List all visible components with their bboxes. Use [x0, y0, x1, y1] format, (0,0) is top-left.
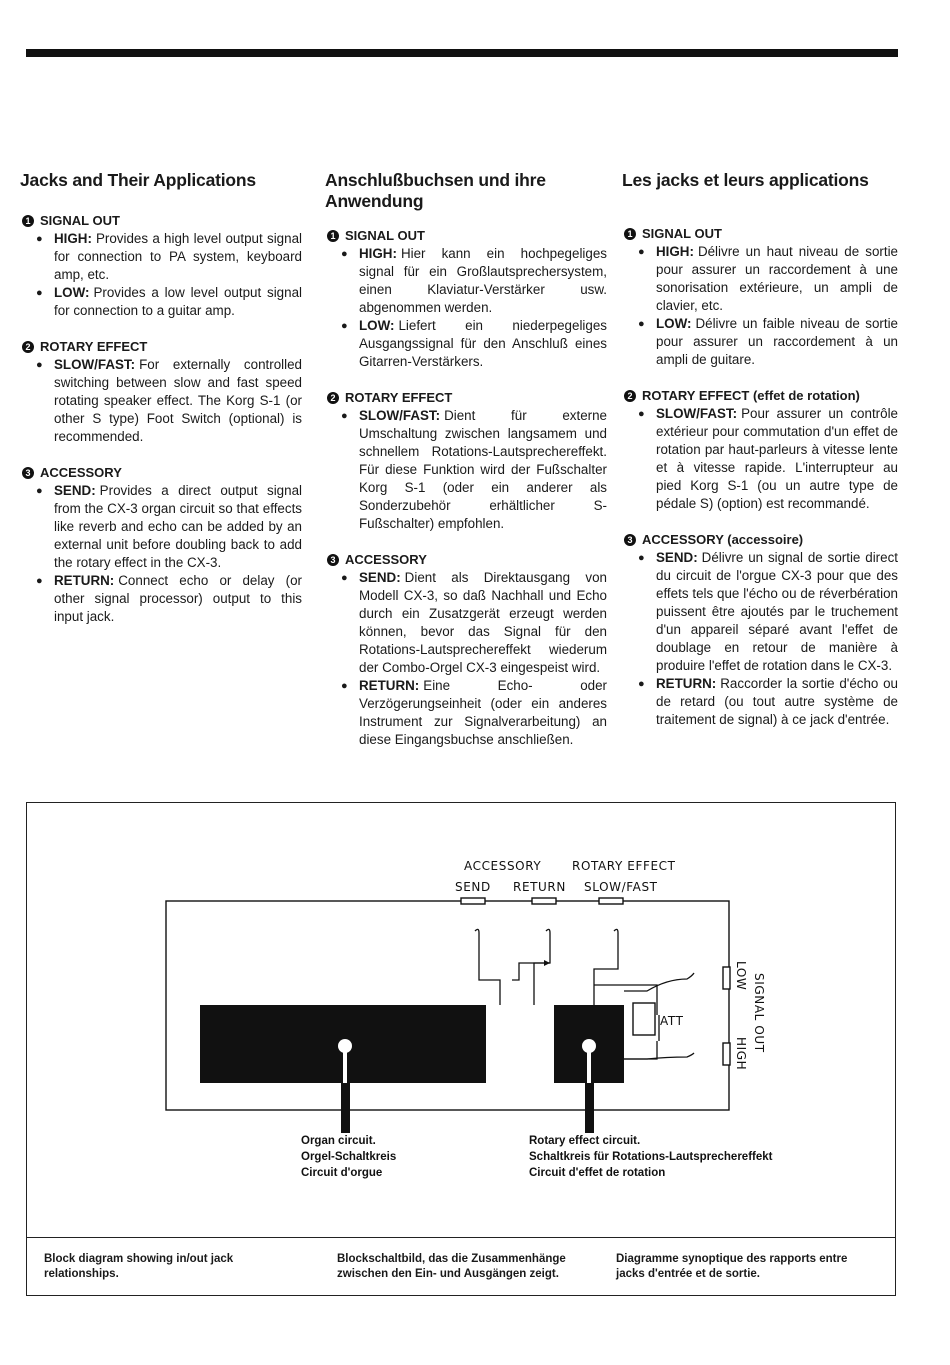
column-title: Jacks and Their Applications — [20, 170, 256, 190]
item-text: Provides a low level output signal for connection to a guitar amp. — [54, 285, 302, 318]
number-3-icon: 3 — [327, 554, 339, 566]
rotary-circuit-stem — [587, 1048, 591, 1083]
item-term: SLOW/FAST: — [359, 408, 441, 423]
organ-circuit-label-en: Organ circuit. — [301, 1135, 376, 1147]
att-resistor-icon — [633, 1003, 655, 1035]
rotary-effect-label: ROTARY EFFECT — [572, 859, 676, 873]
number-2-icon: 2 — [327, 392, 339, 404]
list-item — [36, 482, 302, 572]
item-term: RETURN: — [359, 678, 420, 693]
return-label: RETURN — [513, 880, 566, 894]
organ-circuit-stem — [343, 1048, 347, 1083]
section-accessory — [622, 531, 898, 729]
bullet-icon: ● — [638, 678, 645, 690]
signal-out-label: SIGNAL OUT — [752, 973, 766, 1053]
bullet-icon: ● — [36, 575, 43, 587]
block-diagram-figure — [26, 802, 896, 1296]
list-item — [36, 230, 302, 284]
number-3-icon: 3 — [22, 467, 34, 479]
top-rule — [26, 49, 898, 57]
bullet-icon: ● — [36, 287, 43, 299]
item-text: Liefert ein niederpegeliges Ausgangssignal für den Anschluß eines Gitarren-Verstärkers. — [359, 318, 607, 369]
return-jack-icon — [532, 898, 556, 904]
item-text: Pour assurer un contrôle extérieur pour commutation d'un effet de rotation par haut-parleurs à vitesse lente et à vitesse rapide. L'interrupteur au pied Korg S-1 (ou un autre type de pédale S) (option) est recommandé. — [656, 406, 898, 511]
bullet-icon: ● — [638, 408, 645, 420]
send-jack-icon — [461, 898, 485, 904]
number-3-icon: 3 — [624, 534, 636, 546]
number-1-icon: 1 — [624, 228, 636, 240]
section-rotary-effect — [325, 389, 607, 533]
list-item — [36, 284, 302, 320]
high-jack-icon — [723, 1043, 730, 1065]
bullet-icon: ● — [36, 485, 43, 497]
number-2-icon: 2 — [22, 341, 34, 353]
section-signal-out — [20, 212, 302, 320]
bullet-icon: ● — [341, 680, 348, 692]
organ-circuit-label-fr: Circuit d'orgue — [301, 1167, 383, 1179]
bullet-icon: ● — [341, 320, 348, 332]
slow-fast-jack-icon — [599, 898, 623, 904]
item-text: For externally controlled switching between slow and fast speed rotating speaker effect. The Korg S-1 (or other S type) Foot Switch (optional) is recommended. — [54, 357, 302, 444]
section-title: ROTARY EFFECT (effet de rotation) — [642, 388, 860, 403]
item-text: Eine Echo- oder Verzögerungseinheit (oder ein anderes Instrument zur Signalverarbeitung) an diese Eingangsbuchse anschließen. — [359, 678, 607, 747]
section-title: ACCESSORY — [40, 465, 122, 480]
section-accessory — [325, 551, 607, 749]
low-label: LOW — [734, 961, 748, 991]
section-signal-out — [622, 225, 898, 369]
section-rotary-effect — [622, 387, 898, 513]
caption-french: Diagramme synoptique des rapports entre jacks d'entrée et de sortie. — [616, 1253, 848, 1280]
number-1-icon: 1 — [327, 230, 339, 242]
caption-divider — [27, 1237, 895, 1238]
list-item — [341, 245, 607, 317]
caption-english: Block diagram showing in/out jack relationships. — [44, 1253, 234, 1280]
list-item — [36, 356, 302, 446]
list-item — [638, 549, 898, 675]
number-1-icon: 1 — [22, 215, 34, 227]
item-text: Connect echo or delay (or other signal processor) output to this input jack. — [54, 573, 302, 624]
return-arrow-icon — [544, 960, 550, 966]
organ-circuit-label-de: Orgel-Schaltkreis — [301, 1151, 397, 1163]
rotary-circuit-label-de: Schaltkreis für Rotations-Lautsprechereffekt — [529, 1151, 773, 1163]
column-title: Anschlußbuchsen und ihre Anwendung — [325, 170, 546, 211]
slow-fast-label: SLOW/FAST — [584, 880, 658, 894]
item-text: Délivre un haut niveau de sortie pour assurer un raccordement à une sonorisation extérieure, un ampli de clavier, etc. — [656, 244, 898, 313]
item-term: HIGH: — [359, 246, 397, 261]
section-title: ACCESSORY — [345, 552, 427, 567]
list-item — [638, 405, 898, 513]
list-item — [638, 315, 898, 369]
item-term: SEND: — [54, 483, 96, 498]
bullet-icon: ● — [36, 233, 43, 245]
column-title: Les jacks et leurs applications — [622, 170, 869, 190]
item-term: SLOW/FAST: — [656, 406, 738, 421]
section-rotary-effect — [20, 338, 302, 446]
bullet-icon: ● — [638, 552, 645, 564]
item-term: LOW: — [54, 285, 90, 300]
list-item — [341, 407, 607, 533]
list-item — [638, 675, 898, 729]
send-label: SEND — [455, 880, 491, 894]
item-term: SLOW/FAST: — [54, 357, 136, 372]
list-item — [341, 569, 607, 677]
item-term: HIGH: — [54, 231, 92, 246]
section-title: SIGNAL OUT — [40, 213, 120, 228]
item-text: Dient für externe Umschaltung zwischen langsamem und schnellem Rotations-Lautsprechereffekt. Für diese Funktion wird der Fußschalter Korg S-1 (oder ein anderer als Sonderzubehör erhältlicher S-Fußschalter) empfohlen. — [359, 408, 607, 531]
item-text: Provides a direct output signal from the CX-3 organ circuit so that effects like reverb and echo can be added by an external unit before doubling back to add the rotary effect in the CX-3. — [54, 483, 302, 570]
bullet-icon: ● — [341, 248, 348, 260]
section-title: SIGNAL OUT — [642, 226, 722, 241]
item-text: Provides a high level output signal for connection to PA system, keyboard amp, etc. — [54, 231, 302, 282]
item-term: RETURN: — [656, 676, 717, 691]
low-jack-icon — [723, 967, 730, 989]
caption-german: Blockschaltbild, das die Zusammenhänge zwischen den Ein- und Ausgängen zeigt. — [337, 1253, 566, 1280]
item-term: RETURN: — [54, 573, 115, 588]
item-term: LOW: — [656, 316, 692, 331]
high-label: HIGH — [734, 1037, 748, 1071]
list-item — [341, 317, 607, 371]
item-term: SEND: — [359, 570, 401, 585]
list-item — [638, 243, 898, 315]
section-title: ROTARY EFFECT — [345, 390, 453, 405]
list-item — [341, 677, 607, 749]
att-label: ATT — [660, 1014, 684, 1028]
item-text: Délivre un faible niveau de sortie pour assurer un raccordement à un ampli de guitare. — [656, 316, 898, 367]
bullet-icon: ● — [36, 359, 43, 371]
rotary-circuit-label-fr: Circuit d'effet de rotation — [529, 1167, 666, 1179]
section-title: ROTARY EFFECT — [40, 339, 148, 354]
rotary-circuit-label-en: Rotary effect circuit. — [529, 1135, 641, 1147]
column-english — [20, 170, 302, 626]
bullet-icon: ● — [341, 410, 348, 422]
number-2-icon: 2 — [624, 390, 636, 402]
item-text: Raccorder la sortie d'écho ou de retard (ou tout autre système de traitement de signal) à ce jack d'entrée. — [656, 676, 898, 727]
bullet-icon: ● — [341, 572, 348, 584]
column-german — [325, 170, 607, 749]
section-signal-out — [325, 227, 607, 371]
section-title: SIGNAL OUT — [345, 228, 425, 243]
item-text: Hier kann ein hochpegeliges signal für ein Großlautsprechersystem, einen Klaviatur-Verstärker usw. abgenommen werden. — [359, 246, 607, 315]
item-text: Dient als Direktausgang von Modell CX-3, so daß Nachhall und Echo durch ein Zusatzgerät erzeugt werden können, bevor das Signal für den Rotations-Lautsprechereffekt wiederum der Combo-Orgel CX-3 eingespeist wird. — [359, 570, 607, 675]
list-item — [36, 572, 302, 626]
item-text: Délivre un signal de sortie direct du circuit de l'orgue CX-3 pour que des effets tels que l'écho ou de réverbération puissent être ajoutés par le truchement d'un appareil séparé avant l'effet de doublage en retour de manière à produire l'effet de rotation dans le CX-3. — [656, 550, 898, 673]
accessory-label: ACCESSORY — [464, 859, 542, 873]
item-term: LOW: — [359, 318, 395, 333]
column-french — [622, 170, 898, 729]
section-accessory — [20, 464, 302, 626]
organ-circuit-pointer — [341, 1083, 350, 1133]
block-diagram — [27, 803, 895, 1235]
rotary-circuit-pointer — [585, 1083, 594, 1133]
bullet-icon: ● — [638, 246, 645, 258]
section-title: ACCESSORY (accessoire) — [642, 532, 804, 547]
item-term: HIGH: — [656, 244, 694, 259]
item-term: SEND: — [656, 550, 698, 565]
bullet-icon: ● — [638, 318, 645, 330]
